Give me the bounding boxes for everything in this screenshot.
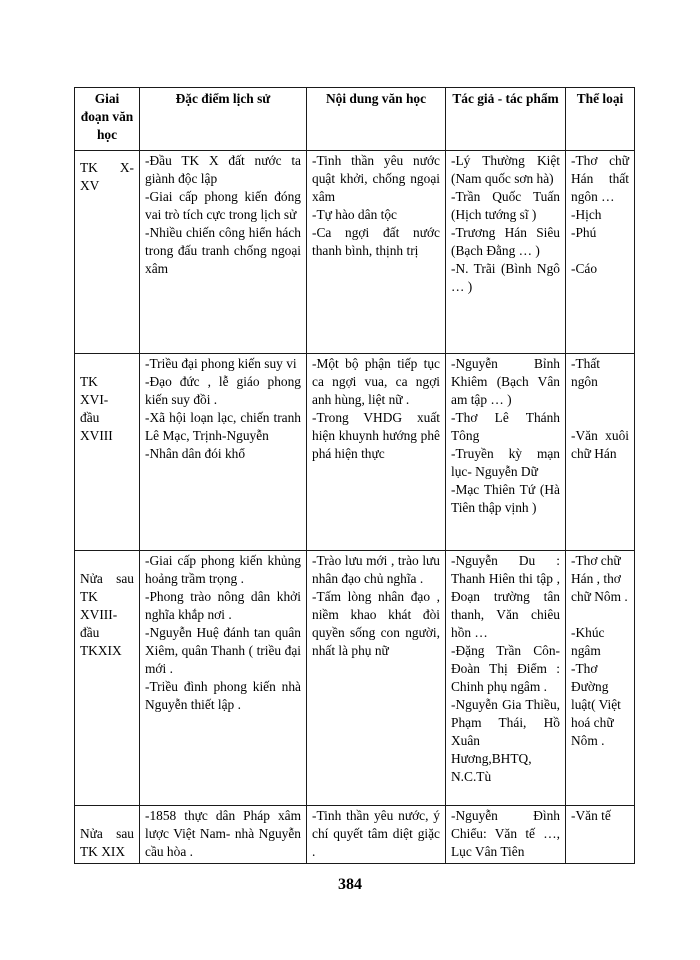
- author-item: -Thơ Lê Thánh Tông: [451, 410, 560, 443]
- header-content: Nội dung văn học: [307, 88, 446, 151]
- period-cell: [75, 551, 140, 806]
- history-item: -Đầu TK X đất nước ta giành độc lập: [145, 153, 301, 186]
- period-line: TK: [80, 374, 98, 389]
- author-item: -Nguyễn Du : Thanh Hiên thi tập , Đoạn trường tân thanh, Văn chiêu hồn …: [451, 553, 560, 640]
- history-item: -Nguyễn Huệ đánh tan quân Xiêm, quân Thanh ( triều đại mới .: [145, 625, 301, 676]
- period-line: TK XIX: [80, 844, 125, 859]
- author-item: -Nguyễn Bỉnh Khiêm (Bạch Vân am tập … ): [451, 356, 560, 407]
- genre-item: -Thất ngôn: [571, 356, 600, 389]
- genre-item: -Phú: [571, 225, 597, 240]
- authors-cell: [446, 806, 566, 864]
- history-cell: [140, 151, 307, 354]
- content-item: -Trong VHDG xuất hiện khuynh hướng phê phá hiện thực: [312, 410, 440, 461]
- period-line: Nửa sau: [80, 826, 134, 841]
- history-item: -Giai cấp phong kiến đóng vai trò tích cực trong lịch sử: [145, 189, 301, 222]
- table-row: [75, 551, 635, 806]
- author-item: -Trương Hán Siêu (Bạch Đằng … ): [451, 225, 560, 258]
- author-item: -Nguyễn Gia Thiều, Phạm Thái, Hồ Xuân Hương,BHTQ, N.C.Tù: [451, 697, 560, 784]
- history-item: -1858 thực dân Pháp xâm lược Việt Nam- nhà Nguyễn cầu hòa .: [145, 808, 301, 859]
- authors-cell: [446, 354, 566, 551]
- table-header-row: [75, 88, 635, 151]
- table-row: [75, 151, 635, 354]
- period-line: TK: [80, 589, 98, 604]
- history-item: -Đạo đức , lễ giáo phong kiến suy đồi .: [145, 374, 301, 407]
- genre-item: -Khúc ngâm: [571, 625, 605, 658]
- period-line: Nửa sau: [80, 571, 134, 586]
- history-item: -Phong trào nông dân khởi nghĩa khắp nơi .: [145, 589, 301, 622]
- content-item: -Tinh thần yêu nước, ý chí quyết tâm diệt giặc .: [312, 808, 440, 859]
- genre-item: -Thơ Đường luật( Việt hoá chữ Nôm .: [571, 661, 621, 748]
- author-item: -Đặng Trần Côn-Đoàn Thị Điểm : Chinh phụ ngâm .: [451, 643, 560, 694]
- literature-periods-table: [74, 87, 635, 864]
- content-cell: [307, 551, 446, 806]
- header-period: Giai đoạn văn học: [75, 88, 140, 151]
- content-item: -Ca ngợi đất nước thanh bình, thịnh trị: [312, 225, 440, 258]
- history-cell: [140, 806, 307, 864]
- genre-item: -Cáo: [571, 261, 598, 276]
- period-line: TK X-: [80, 160, 134, 175]
- author-item: -Truyền kỳ mạn lục- Nguyễn Dữ: [451, 446, 560, 479]
- header-history: Đặc điểm lịch sử: [140, 88, 307, 151]
- content-item: -Tấm lòng nhân đạo , niềm khao khát đòi quyền sống con người, nhất là phụ nữ: [312, 589, 440, 658]
- period-cell: [75, 354, 140, 551]
- period-line: XVI-: [80, 392, 109, 407]
- genre-gap: [571, 242, 629, 260]
- history-item: -Triều đại phong kiến suy vi: [145, 356, 297, 371]
- history-item: -Xã hội loạn lạc, chiến tranh Lê Mạc, Trịnh-Nguyễn: [145, 410, 301, 443]
- author-item: -Mạc Thiên Tứ (Hà Tiên thập vịnh ): [451, 482, 560, 515]
- genre-cell: [566, 551, 635, 806]
- author-item: -Trần Quốc Tuấn (Hịch tướng sĩ ): [451, 189, 560, 222]
- content-item: -Trào lưu mới , trào lưu nhân đạo chủ nghĩa .: [312, 553, 440, 586]
- history-cell: [140, 551, 307, 806]
- header-genre: Thể loại: [566, 88, 635, 151]
- history-item: -Nhân dân đói khổ: [145, 446, 246, 461]
- header-authors: Tác giả - tác phẩm: [446, 88, 566, 151]
- period-line: XVIII: [80, 428, 113, 443]
- table-row: [75, 806, 635, 864]
- content-item: -Một bộ phận tiếp tục ca ngợi vua, ca ngợi anh hùng, liệt nữ .: [312, 356, 440, 407]
- table-row: [75, 354, 635, 551]
- genre-item: -Văn tế: [571, 808, 611, 823]
- author-item: -N. Trãi (Bình Ngô … ): [451, 261, 560, 294]
- content-item: -Tự hào dân tộc: [312, 207, 397, 222]
- genre-cell: [566, 806, 635, 864]
- period-line: XV: [80, 178, 100, 193]
- authors-cell: [446, 551, 566, 806]
- history-cell: [140, 354, 307, 551]
- genre-gap: [571, 409, 629, 427]
- history-item: -Nhiều chiến công hiển hách trong đấu tranh chống ngoại xâm: [145, 225, 301, 276]
- genre-cell: [566, 151, 635, 354]
- period-line: đầu: [80, 625, 100, 640]
- genre-cell: [566, 354, 635, 551]
- content-cell: [307, 806, 446, 864]
- content-cell: [307, 354, 446, 551]
- period-cell: [75, 806, 140, 864]
- genre-item: -Văn xuôi chữ Hán: [571, 428, 629, 461]
- genre-gap: [571, 391, 629, 409]
- page-number: 384: [338, 876, 362, 893]
- content-item: -Tinh thần yêu nước quật khởi, chống ngoại xâm: [312, 153, 440, 204]
- genre-item: -Thơ chữ Hán thất ngôn …: [571, 153, 629, 204]
- content-cell: [307, 151, 446, 354]
- period-line: TKXIX: [80, 643, 122, 658]
- period-cell: [75, 151, 140, 354]
- history-item: -Triều đình phong kiến nhà Nguyễn thiết lập .: [145, 679, 301, 712]
- author-item: -Lý Thường Kiệt (Nam quốc sơn hà): [451, 153, 560, 186]
- authors-cell: [446, 151, 566, 354]
- genre-item: -Thơ chữ Hán , thơ chữ Nôm .: [571, 553, 628, 604]
- genre-item: -Hịch: [571, 207, 602, 222]
- genre-gap: [571, 606, 629, 624]
- period-line: đầu: [80, 410, 100, 425]
- author-item: -Nguyễn Đình Chiểu: Văn tế …, Lục Vân Tiên: [451, 808, 560, 859]
- period-line: XVIII-: [80, 607, 118, 622]
- history-item: -Giai cấp phong kiến khủng hoảng trầm trọng .: [145, 553, 301, 586]
